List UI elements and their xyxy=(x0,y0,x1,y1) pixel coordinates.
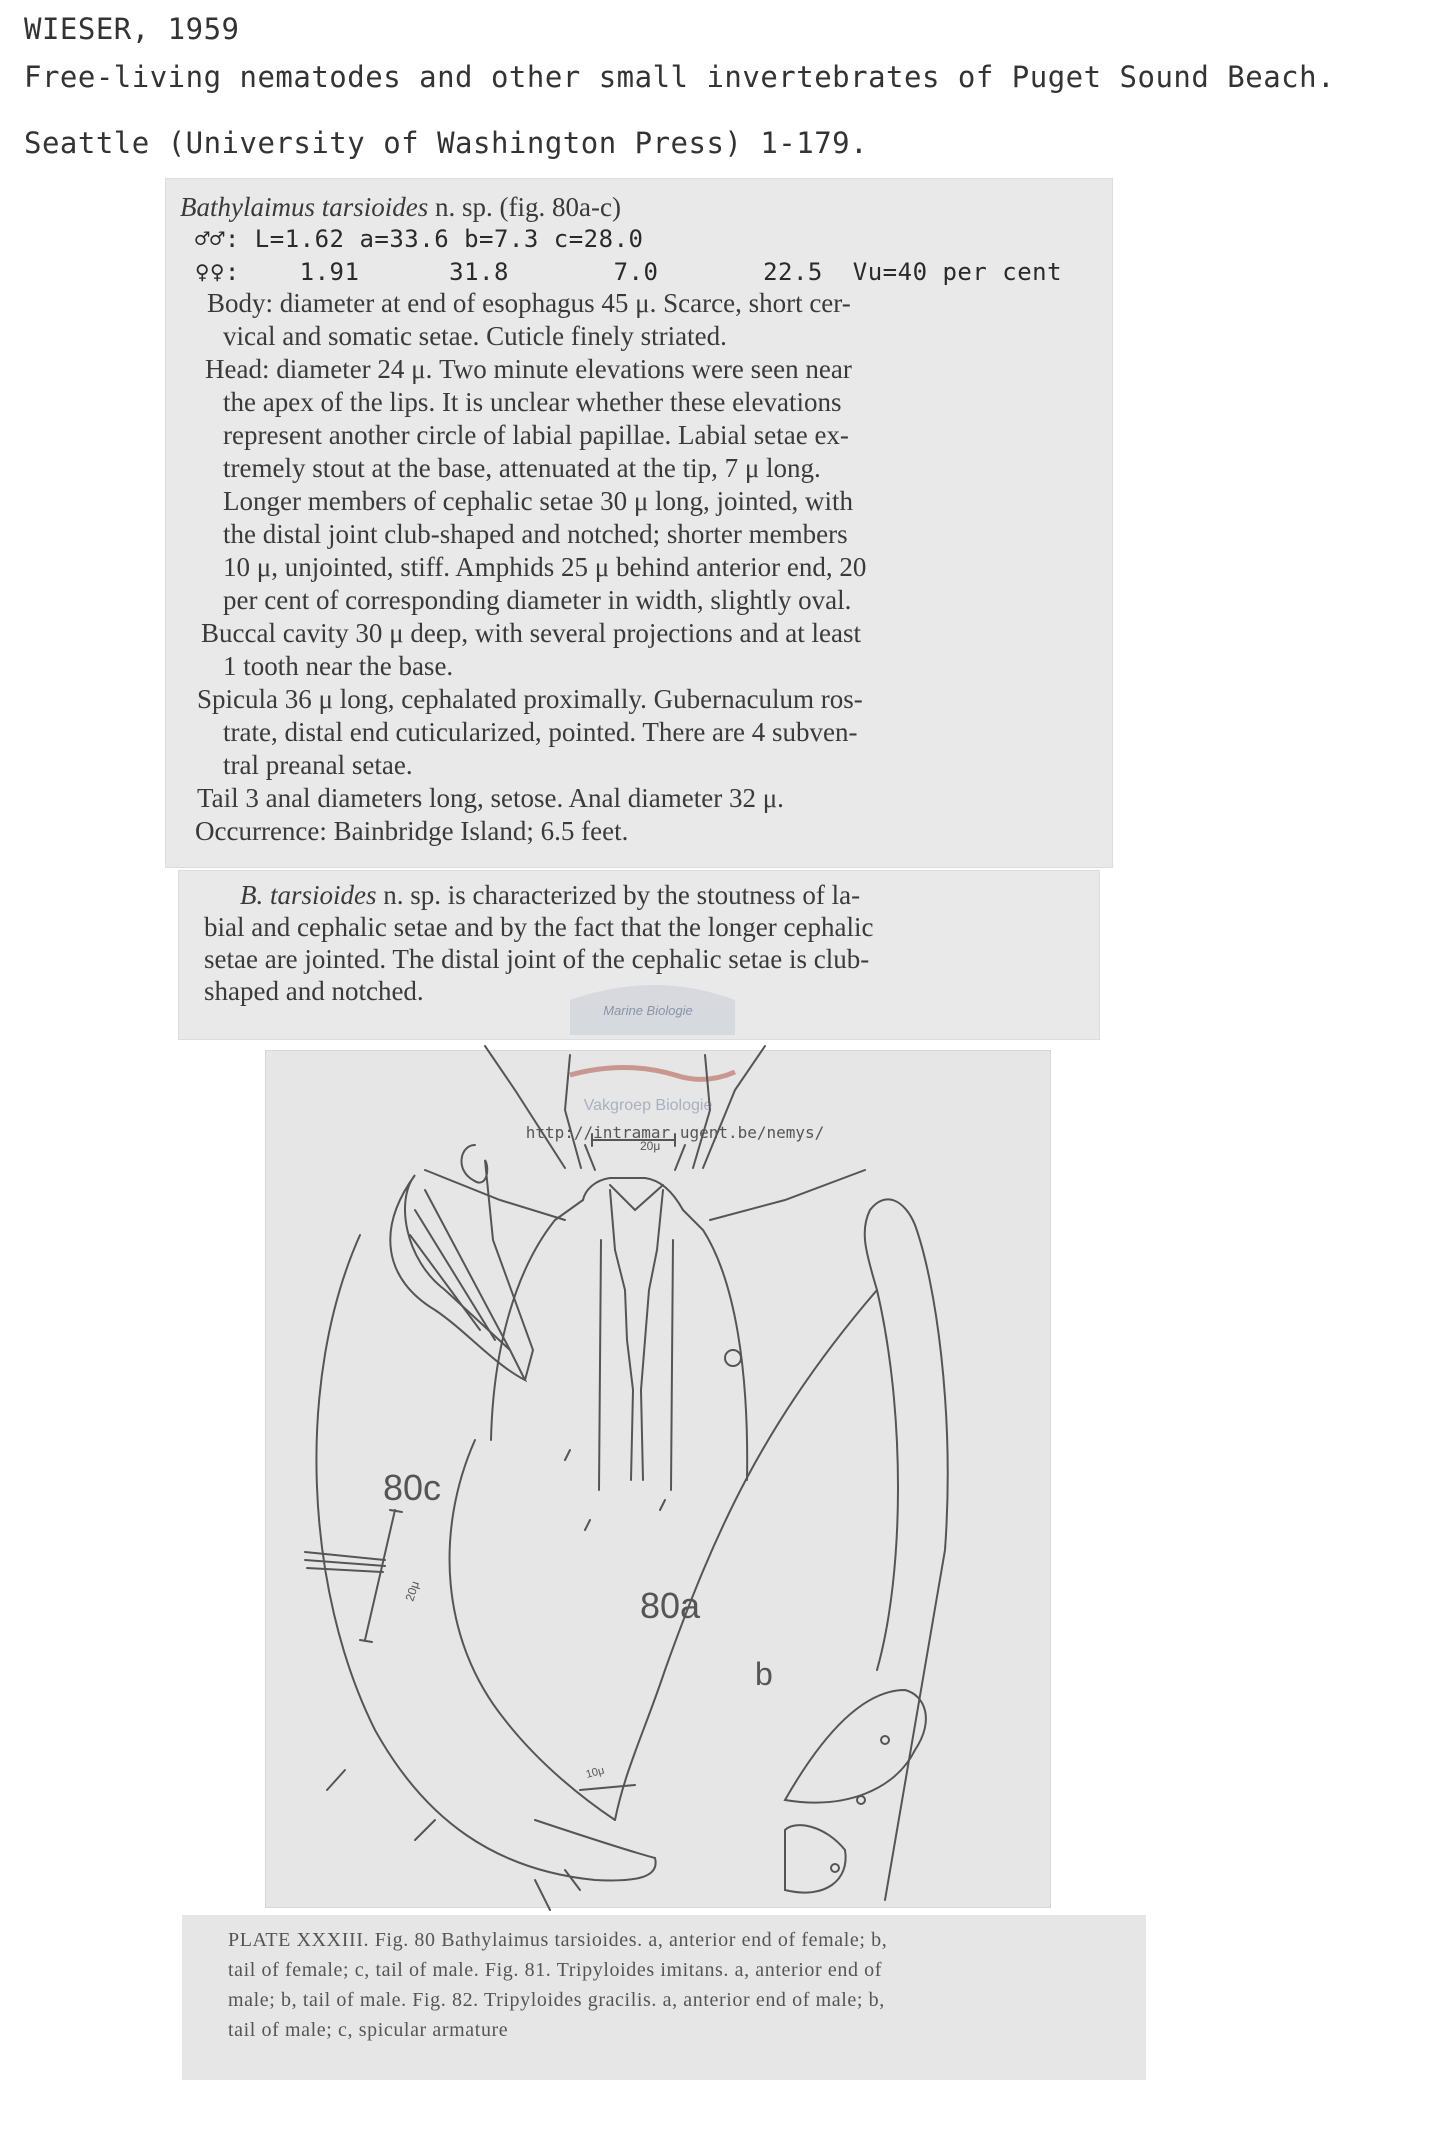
species-description-clipping xyxy=(165,178,1113,868)
scale-label-small: 10μ xyxy=(584,1764,606,1781)
desc-line: 10 μ, unjointed, stiff. Amphids 25 μ behind anterior end, 20 xyxy=(223,552,867,582)
diagnosis-species: B. tarsioides xyxy=(240,880,377,910)
species-suffix: n. sp. (fig. 80a-c) xyxy=(435,192,621,222)
label-b: b xyxy=(755,1656,773,1692)
diagnosis-first-line xyxy=(240,880,860,911)
desc-line: Occurrence: Bainbridge Island; 6.5 feet. xyxy=(195,816,629,846)
scale-label-left: 20μ xyxy=(402,1579,423,1603)
species-name: Bathylaimus tarsioides xyxy=(180,192,429,222)
desc-line: 1 tooth near the base. xyxy=(223,651,454,681)
desc-line: Head: diameter 24 μ. Two minute elevations were seen near xyxy=(205,354,852,384)
scale-label-top: 20μ xyxy=(640,1139,661,1153)
desc-line: the apex of the lips. It is unclear whether these elevations xyxy=(223,387,842,417)
diagnosis-line: bial and cephalic setae and by the fact that the longer cephalic xyxy=(204,912,874,942)
caption-line: PLATE XXXIII. Fig. 80 Bathylaimus tarsioides. a, anterior end of female; b, xyxy=(228,1929,888,1951)
label-80c: 80c xyxy=(383,1467,442,1508)
citation-source: Seattle (University of Washington Press) 1-179. xyxy=(24,126,869,160)
desc-line: Tail 3 anal diameters long, setose. Anal diameter 32 μ. xyxy=(197,783,784,813)
plate-caption xyxy=(182,1915,1146,2080)
species-heading xyxy=(180,192,621,223)
desc-line: Longer members of cephalic setae 30 μ long, jointed, with xyxy=(223,486,854,516)
watermark-sub-text: Vakgroep Biologie xyxy=(583,1097,713,1114)
diagnosis-text: n. sp. is characterized by the stoutness of la- xyxy=(383,880,861,910)
male-measurements: ♂♂: L=1.62 a=33.6 b=7.3 c=28.0 xyxy=(195,225,644,253)
desc-line: tremely stout at the base, attenuated at the tip, 7 μ long. xyxy=(223,453,821,483)
nematode-drawing xyxy=(265,1003,1051,1908)
watermark-org-text: Marine Biologie xyxy=(603,1003,693,1018)
desc-line: the distal joint club-shaped and notched; shorter members xyxy=(223,519,848,549)
desc-line: tral preanal setae. xyxy=(223,750,413,780)
caption-line: tail of male; c, spicular armature xyxy=(228,2019,509,2041)
desc-line: Spicula 36 μ long, cephalated proximally. Gubernaculum ros- xyxy=(197,684,863,714)
desc-line: Body: diameter at end of esophagus 45 μ. Scarce, short cer- xyxy=(207,288,851,318)
citation-title: Free-living nematodes and other small invertebrates of Puget Sound Beach. xyxy=(24,60,1336,94)
watermark-logo xyxy=(570,985,735,1079)
citation-author-year: WIESER, 1959 xyxy=(24,12,240,46)
label-80a: 80a xyxy=(640,1585,701,1626)
diagnosis-line: shaped and notched. xyxy=(204,976,424,1006)
desc-line: Buccal cavity 30 μ deep, with several projections and at least xyxy=(201,618,861,648)
desc-line: represent another circle of labial papillae. Labial setae ex- xyxy=(223,420,849,450)
caption-line: male; b, tail of male. Fig. 82. Tripyloides gracilis. a, anterior end of male; b, xyxy=(228,1989,885,2011)
desc-line: vical and somatic setae. Cuticle finely striated. xyxy=(223,321,727,351)
caption-line: tail of female; c, tail of male. Fig. 81. Tripyloides imitans. a, anterior end of xyxy=(228,1959,883,1981)
desc-line: trate, distal end cuticularized, pointed. There are 4 subven- xyxy=(223,717,858,747)
diagnosis-line: setae are jointed. The distal joint of the cephalic setae is club- xyxy=(204,944,870,974)
desc-line: per cent of corresponding diameter in width, slightly oval. xyxy=(223,585,852,615)
female-measurements: ♀♀: 1.91 31.8 7.0 22.5 Vu=40 per cent xyxy=(195,258,1063,286)
figure-plate xyxy=(265,1003,1051,1908)
watermark-url-text: http://intramar.ugent.be/nemys/ xyxy=(525,1123,825,1142)
